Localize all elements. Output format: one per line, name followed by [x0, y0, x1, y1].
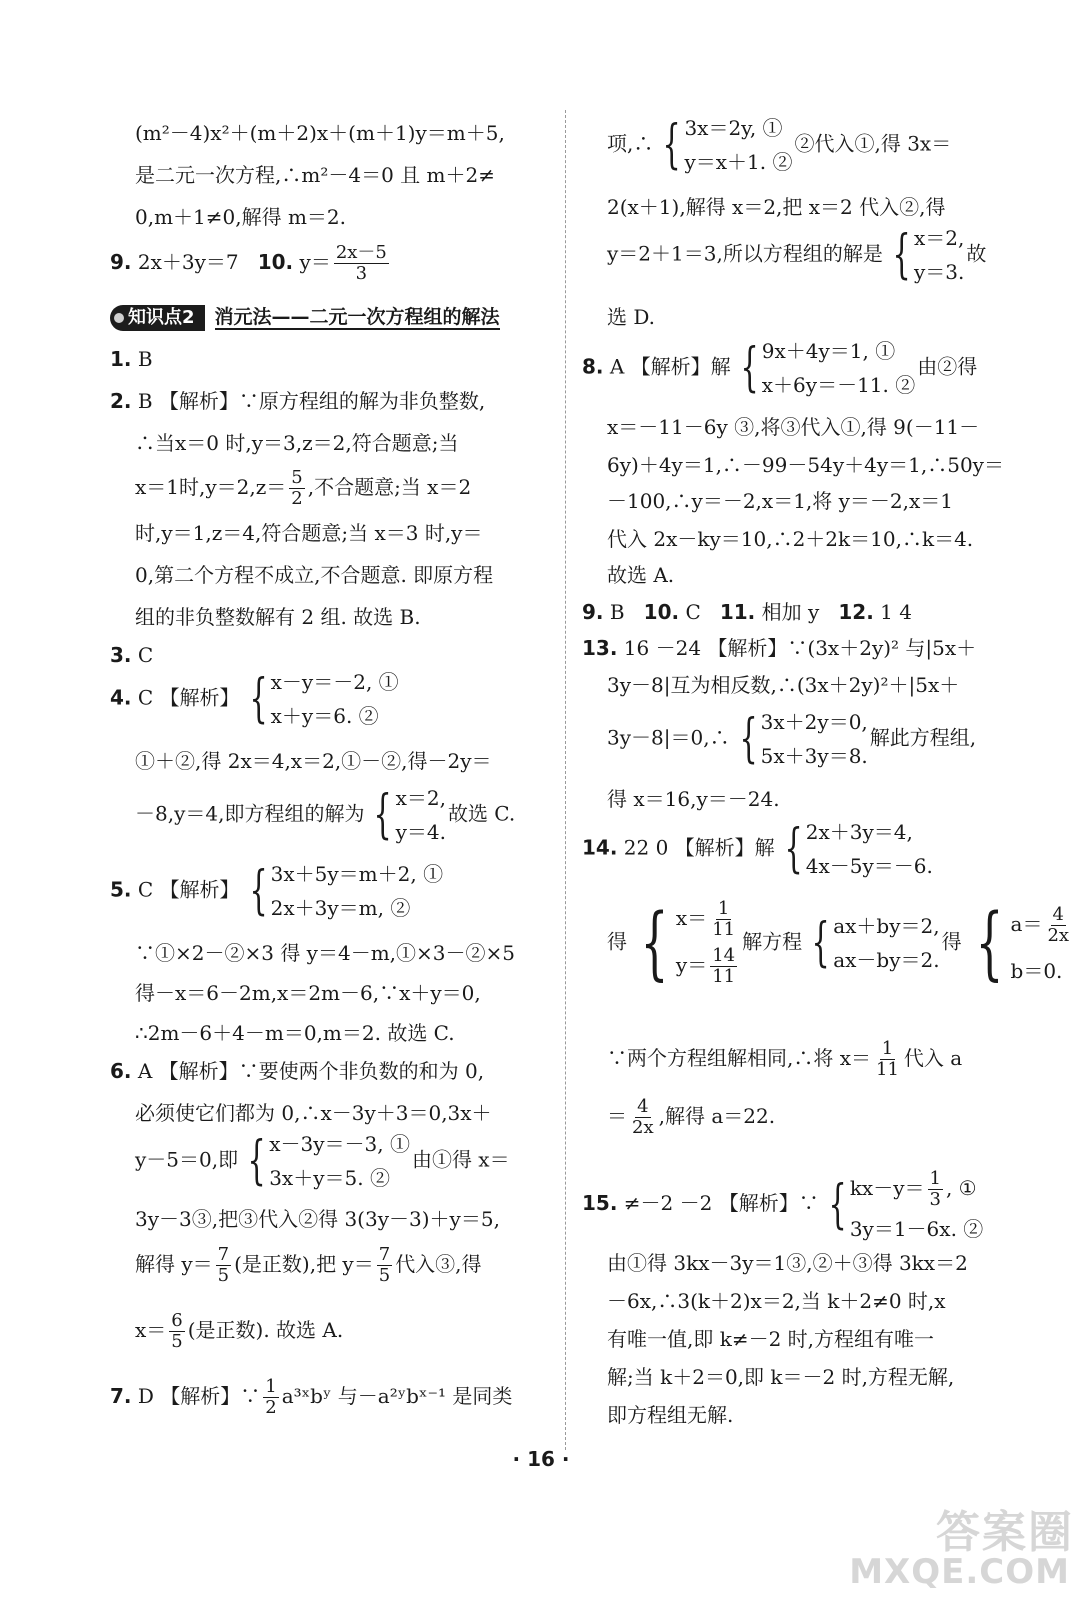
question-number: 15. [582, 1191, 618, 1215]
text-part: 得 [941, 929, 962, 954]
equation-system: { kx－y＝ $\frac{1}{3}$ , ① 3y＝1－6x. ② [828, 1168, 984, 1241]
equation [676, 946, 740, 987]
answer-text: B [137, 347, 153, 371]
answer-text: ≠－2 －2 【解析】∵ [623, 1191, 819, 1215]
answer-8 [582, 340, 977, 396]
answer-15 [582, 1169, 985, 1240]
fraction [289, 468, 304, 509]
question-number: 1. [110, 347, 132, 371]
text-line: 2(x＋1),解得 x＝2,把 x＝2 代入②,得 [607, 195, 946, 219]
answer-2 [110, 391, 485, 411]
answer-9-10 [110, 243, 392, 284]
numerator: 1 [717, 898, 730, 919]
text-line: 时,y＝1,z＝4,符合题意;当 x＝3 时,y＝ [135, 521, 483, 545]
answer-text: C 【解析】 [137, 877, 240, 902]
question-number: 6. [110, 1059, 132, 1083]
text-line [607, 896, 1076, 989]
fraction [874, 1039, 901, 1080]
text-line: 3y－8|互为相反数,∴(3x＋2y)²＋|5x＋ [607, 673, 960, 697]
text-part: 由②得 [917, 354, 978, 379]
answer-text: 1 4 [880, 600, 912, 624]
answer-5 [110, 863, 445, 919]
question-number: 14. [582, 835, 618, 860]
denominator: 11 [712, 919, 736, 940]
answer-13 [582, 638, 976, 658]
question-number: 11. [719, 600, 756, 624]
answer-text: 16 －24 【解析】∵(3x＋2y)² 与|5x＋ [623, 636, 977, 660]
text-part: 代入 a [903, 1046, 963, 1070]
numerator: 4 [1052, 903, 1064, 925]
equation-system: { 3x＋5y＝m＋2, ① 2x＋3y＝m, ② [248, 861, 444, 921]
watermark-url: MXQE.COM [849, 1552, 1070, 1592]
answer-14 [582, 821, 935, 877]
question-number: 9. [582, 600, 604, 624]
text-part: a＝ [1010, 911, 1043, 936]
numerator: 6 [171, 1310, 183, 1331]
equation-system: { x＝2, y＝4. [373, 785, 446, 845]
answer-7 [110, 1377, 512, 1418]
text-line [135, 1133, 510, 1189]
fraction [334, 243, 389, 284]
text-part: , ① [945, 1176, 977, 1200]
text-line [135, 468, 471, 509]
text-line: －6x,∴3(k＋2)x＝2,当 k＋2≠0 时,x [607, 1289, 946, 1313]
answer-text: 相加 y [761, 600, 820, 624]
text-part: ②代入①,得 3x＝ [794, 131, 952, 156]
text-part: ,不合题意;当 x＝2 [307, 475, 472, 499]
text-part: 故 [966, 241, 987, 266]
equation [1011, 905, 1075, 946]
text-line [607, 1039, 962, 1080]
text-line: ∴2m－6＋4－m＝0,m＝2. 故选 C. [135, 1021, 455, 1045]
text-part: y－5＝0,即 [135, 1147, 239, 1172]
fraction [710, 946, 737, 987]
badge-label: 知识点2 [128, 307, 195, 328]
equation: 3y＝1－6x. ② [849, 1217, 984, 1241]
text-line: 6y)＋4y＝1,∴－99－54y＋4y＝1,∴50y＝ [607, 453, 1004, 477]
denominator: 5 [217, 1265, 230, 1286]
text-line: 组的非负整数解有 2 组. 故选 B. [135, 605, 421, 629]
answer-3 [110, 645, 153, 665]
watermark [849, 1496, 1074, 1596]
fraction [216, 1245, 231, 1286]
question-number: 10. [257, 250, 294, 274]
equation: 3x＋y＝5. ② [269, 1166, 390, 1190]
numerator: 7 [217, 1244, 230, 1265]
text-part: ∵两个方程组解相同,∴将 x＝ [607, 1046, 871, 1070]
answer-text: B 【解析】∵原方程组的解为非负整数, [137, 389, 486, 413]
answer-4 [110, 671, 401, 727]
equation: 4x－5y＝－6. [805, 854, 933, 878]
text-part: x＝1时,y＝2,z＝ [135, 475, 287, 499]
question-number: 5. [110, 877, 132, 902]
text-part: 解方程 [742, 929, 803, 954]
text-line: 0,第二个方程不成立,不合题意. 即原方程 [135, 563, 494, 587]
equation: 3x＋2y＝0, [760, 710, 868, 734]
numerator: 2x－5 [335, 242, 387, 263]
equation: y＝x＋1. ② [684, 150, 793, 174]
text-part: 3y－8|＝0,∴ [607, 725, 730, 750]
section-title: 消元法——二元一次方程组的解法 [214, 305, 500, 328]
equation: 3x＋5y＝m＋2, ① [270, 862, 444, 886]
knowledge-badge [110, 305, 205, 331]
text-part: y＝ [675, 953, 708, 977]
denominator: 3 [929, 1189, 941, 1210]
equation: ax＋by＝2, [833, 914, 940, 938]
text-line: 得－x＝6－2m,x＝2m－6,∵x＋y＝0, [135, 981, 481, 1005]
text-part: 解得 y＝ [135, 1252, 213, 1276]
fraction [710, 899, 737, 940]
text-part: ＝ [607, 1104, 627, 1128]
answer-1 [110, 349, 153, 369]
text-line [135, 1245, 482, 1286]
question-number: 7. [110, 1384, 132, 1408]
text-part: a³ˣbʸ 与－a²ʸbˣ⁻¹ 是同类 [281, 1384, 513, 1408]
question-number: 2. [110, 389, 132, 413]
equation-system: { x＝2, y＝3. [892, 225, 965, 285]
equation-system: { x－y＝－2, ① x＋y＝6. ② [248, 669, 399, 729]
text-line: ①＋②,得 2x＝4,x＝2,①－②,得－2y＝ [135, 749, 492, 773]
text-part: x＝ [135, 1318, 167, 1342]
equation: x－y＝－2, ① [270, 670, 399, 694]
text-line: 解;当 k＋2＝0,即 k＝－2 时,方程无解, [607, 1365, 955, 1389]
equation: 3x＝2y, ① [684, 116, 783, 140]
question-number: 10. [643, 600, 680, 624]
numerator: 7 [378, 1244, 391, 1265]
denominator: 5 [378, 1265, 391, 1286]
equation-system: { 9x＋4y＝1, ① x＋6y＝－11. ② [740, 338, 916, 398]
text-line: 3y－3③,把③代入②得 3(3y－3)＋y＝5, [135, 1207, 500, 1231]
equation-system: { 2x＋3y＝4, 4x－5y＝－6. [784, 819, 933, 879]
answer-text: B [609, 600, 625, 624]
equation: 2x＋3y＝4, [805, 820, 913, 844]
answer-text: y＝ [299, 250, 331, 274]
denominator: 11 [876, 1059, 899, 1080]
text-line [135, 787, 515, 843]
question-number: 9. [110, 250, 132, 274]
question-number: 12. [838, 600, 874, 624]
denominator: 2x [1047, 924, 1070, 946]
equation-system: { ax＋by＝2, ax－by＝2. [811, 913, 940, 973]
numerator: 4 [637, 1096, 649, 1117]
equation: 5x＋3y＝8. [760, 744, 868, 768]
denominator: 11 [712, 966, 736, 987]
equation: x＋y＝6. ② [270, 704, 379, 728]
text-line: 代入 2x－ky＝10,∴2＋2k＝10,∴k＝4. [607, 527, 974, 551]
text-part: (是正数). 故选 A. [187, 1318, 344, 1342]
fraction [263, 1377, 278, 1418]
numerator: 14 [712, 945, 736, 966]
question-number: 8. [582, 354, 604, 379]
text-part: －8,y＝4,即方程组的解为 [135, 801, 365, 826]
text-line: 必须使它们都为 0,∴x－3y＋3＝0,3x＋ [135, 1101, 492, 1125]
text-part: ,解得 a＝22. [658, 1104, 776, 1128]
equation: y＝3. [913, 260, 965, 284]
equation: b＝0. [1010, 958, 1063, 983]
denominator: 5 [171, 1331, 183, 1352]
fraction [630, 1097, 656, 1138]
equation-system: { 3x＝2y, ① y＝x＋1. ② [662, 115, 793, 175]
badge-dot-icon [114, 313, 124, 323]
text-line: 故选 A. [607, 563, 675, 587]
text-part: y＝2＋1＝3,所以方程组的解是 [607, 241, 883, 266]
text-part: 故选 C. [447, 801, 516, 826]
text-part: kx－y＝ [849, 1176, 925, 1200]
column-divider [565, 110, 566, 1450]
answer-6 [110, 1061, 484, 1081]
answer-9-12 [582, 602, 912, 622]
text-line: x＝－11－6y ③,将③代入①,得 9(－11－ [607, 415, 980, 439]
fraction [377, 1245, 392, 1286]
answer-text: C 【解析】 [137, 685, 240, 710]
denominator: 2 [291, 488, 303, 509]
equation-system: { x＝ $\frac{1}{11}$ y＝ $\frac{14}{11}$ [629, 899, 740, 987]
text-line [607, 711, 976, 767]
text-line [607, 117, 951, 173]
fraction [169, 1311, 184, 1352]
text-line [607, 1097, 775, 1138]
equation: y＝4. [395, 820, 446, 844]
text-line: 由①得 3kx－3y＝1③,②＋③得 3kx＝2 [607, 1251, 968, 1275]
text-part: 项,∴ [607, 131, 654, 156]
answer-text: A 【解析】解 [609, 354, 731, 379]
equation [676, 899, 740, 940]
numerator: 1 [265, 1376, 277, 1397]
text-line: 选 D. [607, 305, 656, 329]
text-part: 代入③,得 [395, 1252, 482, 1276]
equation: x－3y＝－3, ① [269, 1132, 410, 1156]
question-number: 13. [582, 636, 618, 660]
denominator: 3 [355, 263, 368, 284]
page-number: · 16 · [512, 1447, 570, 1471]
equation: ax－by＝2. [833, 948, 940, 972]
answer-text: D 【解析】∵ [137, 1384, 261, 1408]
question-number: 3. [110, 643, 132, 667]
text-line: 得 x＝16,y＝－24. [607, 787, 780, 811]
text-line: ∵①×2－②×3 得 y＝4－m,①×3－②×5 [135, 941, 515, 965]
numerator: 1 [881, 1038, 894, 1059]
text-part: 得 [607, 929, 627, 954]
text-part: 由①得 x＝ [411, 1147, 510, 1172]
equation-system: { a＝ $\frac{4}{2x}$ b＝0. [964, 903, 1074, 983]
numerator: 5 [291, 467, 303, 488]
answer-text: C [137, 643, 154, 667]
text-part: x＝ [675, 906, 708, 930]
text-part: (是正数),把 y＝ [234, 1252, 374, 1276]
answer-text: 22 0 【解析】解 [623, 835, 775, 860]
denominator: 2 [265, 1397, 277, 1418]
answer-text: C [685, 600, 701, 624]
text-line: 是二元一次方程,∴m²－4＝0 且 m＋2≠ [135, 163, 495, 187]
equation: 2x＋3y＝m, ② [270, 896, 411, 920]
equation: 9x＋4y＝1, ① [761, 339, 896, 363]
equation-system: { 3x＋2y＝0, 5x＋3y＝8. [739, 709, 868, 769]
text-line: 即方程组无解. [607, 1403, 734, 1427]
question-number: 4. [110, 685, 132, 710]
denominator: 2x [632, 1117, 654, 1138]
equation-system: { x－3y＝－3, ① 3x＋y＝5. ② [247, 1131, 410, 1191]
text-line: (m²－4)x²＋(m＋2)x＋(m＋1)y＝m＋5, [135, 121, 505, 145]
text-line [607, 227, 986, 283]
fraction [1045, 905, 1071, 946]
text-part: 解此方程组, [869, 725, 977, 750]
text-line: 0,m＋1≠0,解得 m＝2. [135, 205, 347, 229]
watermark-logo: 答案圈 [936, 1507, 1074, 1558]
text-line: 有唯一值,即 k≠－2 时,方程组有唯一 [607, 1327, 935, 1351]
equation: x＝2, [395, 786, 446, 810]
text-line: －100,∴y＝－2,x＝1,将 y＝－2,x＝1 [607, 489, 954, 513]
answer-text: A 【解析】∵要使两个非负数的和为 0, [137, 1059, 485, 1083]
text-line [135, 1311, 343, 1352]
section-heading [110, 303, 500, 333]
fraction [928, 1169, 943, 1210]
answer-text: 2x＋3y＝7 [137, 250, 239, 274]
equation: x＋6y＝－11. ② [761, 373, 916, 397]
text-line: ∴当x＝0 时,y＝3,z＝2,符合题意;当 [135, 431, 459, 455]
equation: x＝2, [913, 226, 965, 250]
equation [850, 1169, 983, 1210]
numerator: 1 [929, 1168, 941, 1189]
